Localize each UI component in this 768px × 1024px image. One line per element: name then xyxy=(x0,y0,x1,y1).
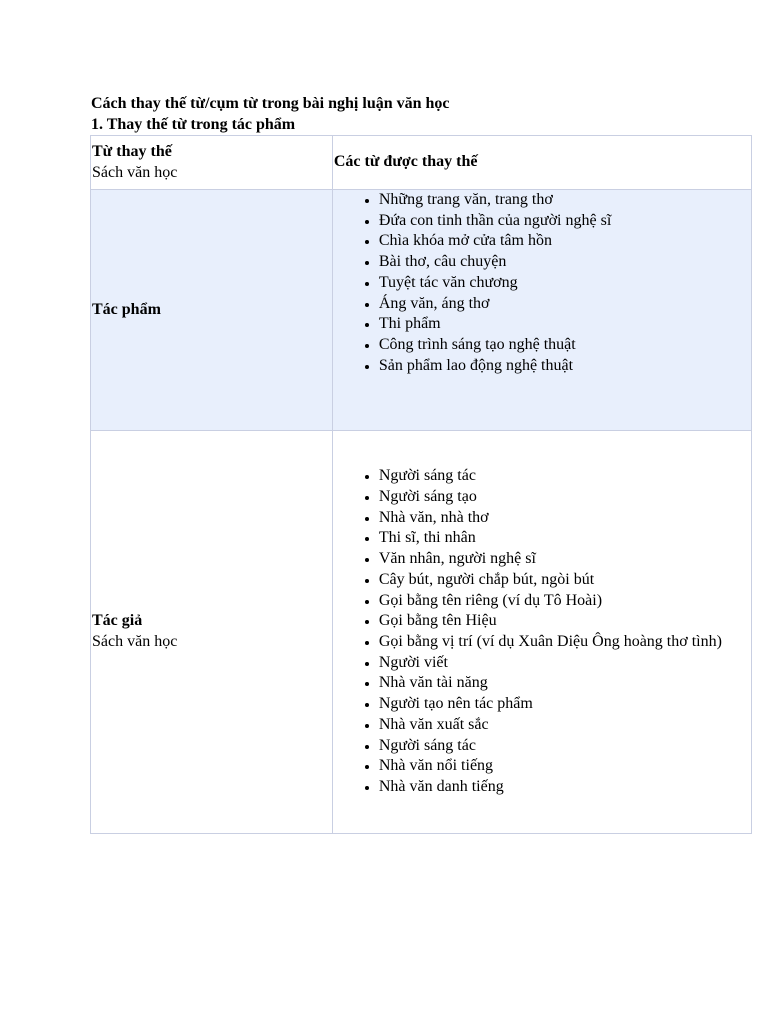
list-item: • Áng văn, áng thơ xyxy=(379,294,750,315)
list-item: • Nhà văn xuất sắc xyxy=(379,715,750,736)
replacement-list xyxy=(334,466,750,797)
list-item: • Bài thơ, câu chuyện xyxy=(379,252,750,273)
header-replacements-label: Các từ được thay thế xyxy=(333,153,478,171)
list-item: • Người tạo nên tác phẩm xyxy=(379,694,750,715)
replacements-cell xyxy=(332,190,751,431)
list-item: • Nhà văn tài năng xyxy=(379,673,750,694)
term-cell xyxy=(91,190,333,431)
list-item: • Tuyệt tác văn chương xyxy=(379,273,750,294)
list-item: • Đứa con tinh thần của người nghệ sĩ xyxy=(379,211,750,232)
list-item: • Người sáng tạo xyxy=(379,487,750,508)
list-item: • Nhà văn, nhà thơ xyxy=(379,508,750,529)
list-item: • Gọi bằng tên Hiệu xyxy=(379,611,750,632)
term-label: Tác giả xyxy=(92,612,143,630)
list-item: • Văn nhân, người nghệ sĩ xyxy=(379,549,750,570)
replacement-table xyxy=(90,135,752,834)
list-item: • Cây bút, người chắp bút, ngòi bút xyxy=(379,570,750,591)
table-row xyxy=(91,190,752,431)
list-item: • Gọi bằng vị trí (ví dụ Xuân Diệu Ông hoàng thơ tình) xyxy=(379,632,750,653)
list-item: • Người sáng tác xyxy=(379,466,750,487)
list-item: • Nhà văn danh tiếng xyxy=(379,777,750,798)
document-title: Cách thay thế từ/cụm từ trong bài nghị luận văn học xyxy=(91,95,450,112)
list-item: • Người viết xyxy=(379,653,750,674)
term-note: Sách văn học xyxy=(92,633,178,650)
list-item: • Chìa khóa mở cửa tâm hồn xyxy=(379,231,750,252)
list-item: • Gọi bằng tên riêng (ví dụ Tô Hoài) xyxy=(379,591,750,612)
header-term-label: Từ thay thế xyxy=(92,142,172,160)
header-term-note: Sách văn học xyxy=(92,163,178,181)
list-item: • Thi sĩ, thi nhân xyxy=(379,528,750,549)
table-header-row xyxy=(91,136,752,190)
section-heading: 1. Thay thế từ trong tác phẩm xyxy=(91,116,296,133)
list-item: • Công trình sáng tạo nghệ thuật xyxy=(379,335,750,356)
term-label: Tác phẩm xyxy=(92,300,161,318)
header-cell-term xyxy=(91,136,333,190)
header-cell-replacements xyxy=(332,136,751,190)
list-item: • Sản phẩm lao động nghệ thuật xyxy=(379,356,750,377)
list-item: • Thi phẩm xyxy=(379,314,750,335)
list-item: • Nhà văn nổi tiếng xyxy=(379,756,750,777)
table-row xyxy=(91,431,752,834)
term-cell xyxy=(91,431,333,834)
list-item: • Những trang văn, trang thơ xyxy=(379,190,750,211)
replacement-list xyxy=(334,190,750,376)
replacements-cell xyxy=(332,431,751,834)
list-item: • Người sáng tác xyxy=(379,736,750,757)
